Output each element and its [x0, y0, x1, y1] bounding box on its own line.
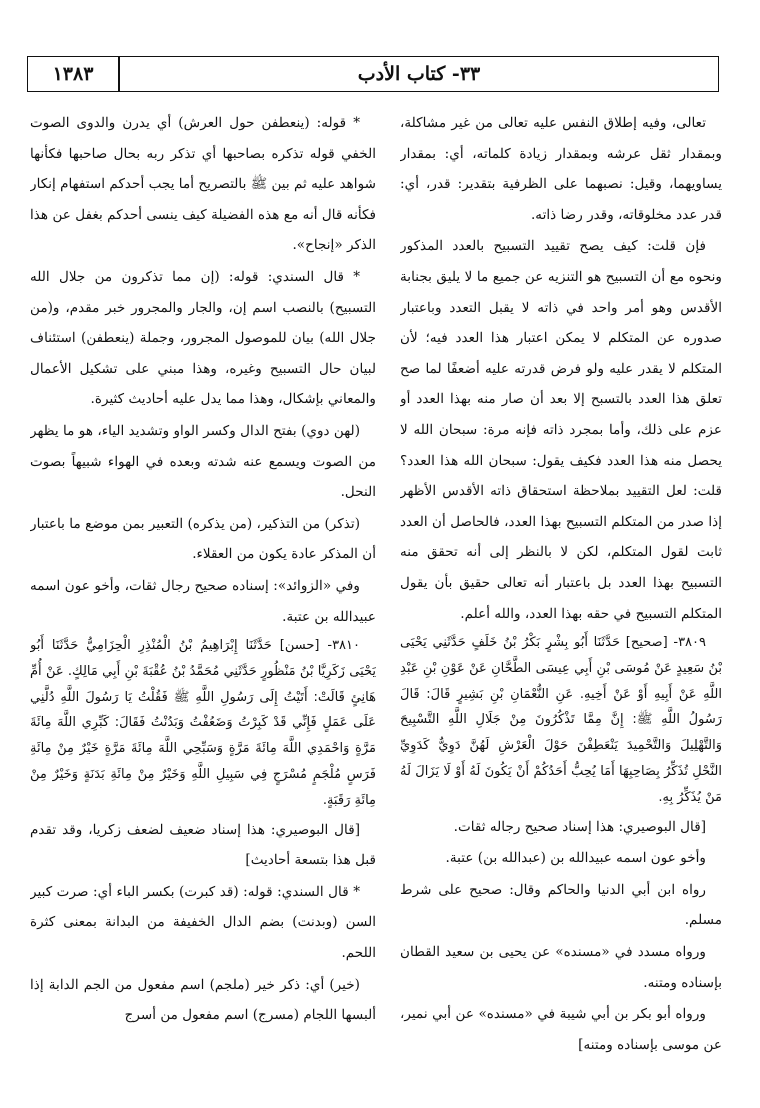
commentary-paragraph: فإن قلت: كيف يصح تقييد التسبيح بالعدد المذكور ونحوه مع أن التسبيح هو التنزيه عن جميع ما لا يليق بجنابة الأقدس وهو أمر واحد في ذاته لا يقبل التعدد وباعتبار صدوره عن المتكلم لا يمكن اعتبار هذا العدد فيه؛ لأن المتكلم لا يقدر عليه ولو فرض قدرته عليه أضعفًا لما صح تعلق هذا العدد بالتسبح إلا بعد أن صار منه بهذا العدد أو عزم على ذلك، وأما بمجرد ذاته فإنه مرة: سبحان الله لا يحصل منه هذا العدد فكيف يقول: سبحان الله هذا العدد؟ قلت: لعل التقييد بملاحظة استحقاق ذاته الأقدس الأظهر إذا صدر من المتكلم التسبيح بهذا العدد، فالحاصل أن العدد ثابت لقول المتكلم، لكن لا بالنظر إلى أنه تحقق منه التسبيح بهذا العدد بل باعتبار أنه تعالى حقيق بأن يقول المتكلم التسبيح في حقه بهذا العدد، والله أعلم. [400, 238, 722, 622]
busiri-note: [قال البوصيري: هذا إسناد صحيح رجاله ثقات. [453, 818, 706, 835]
chapter-title: ٣٣- كتاب الأدب [357, 63, 481, 85]
commentary-paragraph: (خير) أي: ذكر خير (ملجم) اسم مفعول من الجم الدابة إذا ألبسها اللجام (مسرج) اسم مفعول من أسرج [30, 976, 376, 1024]
commentary-paragraph: تعالى، وفيه إطلاق النفس عليه تعالى من غير مشاكلة، وبمقدار ثقل عرشه وبمقدار زيادة كلماته، أي: بمقدار يساويهما، وقيل: نصبهما على الظرفية بتقدير: قدر، أي: قدر عدد مخلوقاته، وقدر رضا ذاته. [400, 115, 722, 223]
left-column [30, 108, 376, 1098]
right-column [400, 108, 722, 1098]
commentary-paragraph: (تذكر) من التذكير، (من يذكره) التعبير بمن موضع ما باعتبار أن المذكر عادة يكون من العقلاء. [30, 515, 376, 563]
hadith-3809: ٣٨٠٩- [صحيح] حَدَّثَنَا أَبُو بِشْرٍ بَكْرُ بْنُ خَلَفٍ حَدَّثَنِي يَحْيَى بْنُ سَعِيدٍ عَنْ مُوسَى بْنِ أَبِي عِيسَى الطَّحَّانِ عَنْ عَوْنِ بْنِ عَبْدِ اللَّهِ عَنْ أَبِيهِ أَوْ عَنْ أَخِيهِ. عَنِ النُّعْمَانِ بْنِ بَشِيرٍ قَالَ: قَالَ رَسُولُ اللَّهِ ﷺ: إِنَّ مِمَّا تَذْكُرُونَ مِنْ جَلَالِ اللَّهِ التَّسْبِيحَ وَالتَّهْلِيلَ وَالتَّحْمِيدَ يَنْعَطِفْنَ حَوْلَ الْعَرْشِ لَهُنَّ دَوِيٌّ كَدَوِيِّ النَّحْلِ تُذَكِّرُ بِصَاحِبِهَا أَمَا يُحِبُّ أَحَدُكُمْ أَنْ يَكُونَ لَهُ أَوْ لَا يَزَالَ لَهُ مَنْ يُذَكِّرُ بِهِ. [400, 635, 722, 805]
hadith-3810: ٣٨١٠- [حسن] حَدَّثَنَا إِبْرَاهِيمُ بْنُ الْمُنْذِرِ الْحِزَامِيُّ حَدَّثَنَا أَبُو يَحْيَى زَكَرِيَّا بْنُ مَنْظُورٍ حَدَّثَنِي مُحَمَّدُ بْنُ عُقْبَةَ بْنِ أَبِي مَالِكٍ. عَنْ أُمِّ هَانِئٍ قَالَتْ: أَتَيْتُ إِلَى رَسُولِ اللَّهِ ﷺ فَقُلْتُ يَا رَسُولَ اللَّهِ دُلَّنِي عَلَى عَمَلٍ فَإِنِّي قَدْ كَبِرْتُ وَضَعُفْتُ وَبَدُنْتُ فَقَالَ: كَبِّرِي اللَّهَ مِائَةَ مَرَّةٍ وَاحْمَدِي اللَّهَ مِائَةَ مَرَّةٍ وَسَبِّحِي اللَّهَ مِائَةَ مَرَّةٍ خَيْرٌ مِنْ مِائَةِ فَرَسٍ مُلْجَمٍ مُسْرَجٍ فِي سَبِيلِ اللَّهِ وَخَيْرٌ مِنْ مِائَةِ بَدَنَةٍ وَخَيْرٌ مِنْ مِائَةِ رَقَبَةٍ. [30, 638, 376, 808]
sindi-commentary: * قال السندي: قوله: (قد كبرت) بكسر الباء أي: صرت كبير السن (وبدنت) بضم الدال الخفيفة من البدانة بمعنى كثرة اللحم. [30, 883, 376, 962]
page-header [27, 56, 719, 92]
commentary-paragraph: * قوله: (ينعطفن حول العرش) أي يدرن والدوى الصوت الخفي قوله تذكره بصاحبها أي تذكر ربه بحال صاحبها فكأنها شواهد عليه ثم بين ﷺ بالتصريح أما يجب أحدكم استفهام إنكار فكأنه قال أنه مع هذه الفضيلة كيف ينسى أحدكم بغفل عن هذا الذكر «إنجاح». [30, 115, 376, 254]
busiri-note: [قال البوصيري: هذا إسناد ضعيف لضعف زكريا، وقد تقدم قبل هذا بتسعة أحاديث] [30, 821, 376, 869]
busiri-note: ورواه مسدد في «مسنده» عن يحيى بن سعيد القطان بإسناده ومتنه. [400, 944, 722, 991]
zawaid-note: وفي «الزوائد»: إسناده صحيح رجال ثقات، وأخو عون اسمه عبيدالله بن عتبة. [30, 577, 376, 625]
sindi-commentary: * قال السندي: قوله: (إن مما تذكرون من جلال الله التسبيح) بالنصب اسم إن، والجار والمجرور خبر مقدم، و(من جلال الله) بيان للموصول المجرور، وجملة (ينعطفن) استئناف لبيان حال التسبيح وغيره، وهذا مبني على تشكيل الأعمال والمعاني بإشكال، وهذا مما يدل عليه أحاديث كثيرة. [30, 268, 376, 408]
commentary-paragraph: (لهن دوي) بفتح الدال وكسر الواو وتشديد الياء، هو ما يظهر من الصوت ويسمع عنه شدته وبعده في الهواء شبيهاً بصوت النحل. [30, 422, 376, 501]
busiri-note: ورواه أبو بكر بن أبي شيبة في «مسنده» عن أبي نمير، عن موسى بإسناده ومتنه] [400, 1006, 722, 1053]
page-number: ١٣٨٣ [52, 63, 94, 85]
busiri-note: رواه ابن أبي الدنيا والحاكم وقال: صحيح على شرط مسلم. [400, 881, 722, 929]
busiri-note: وأخو عون اسمه عبيدالله بن (عبدالله بن) عتبة. [445, 850, 706, 867]
